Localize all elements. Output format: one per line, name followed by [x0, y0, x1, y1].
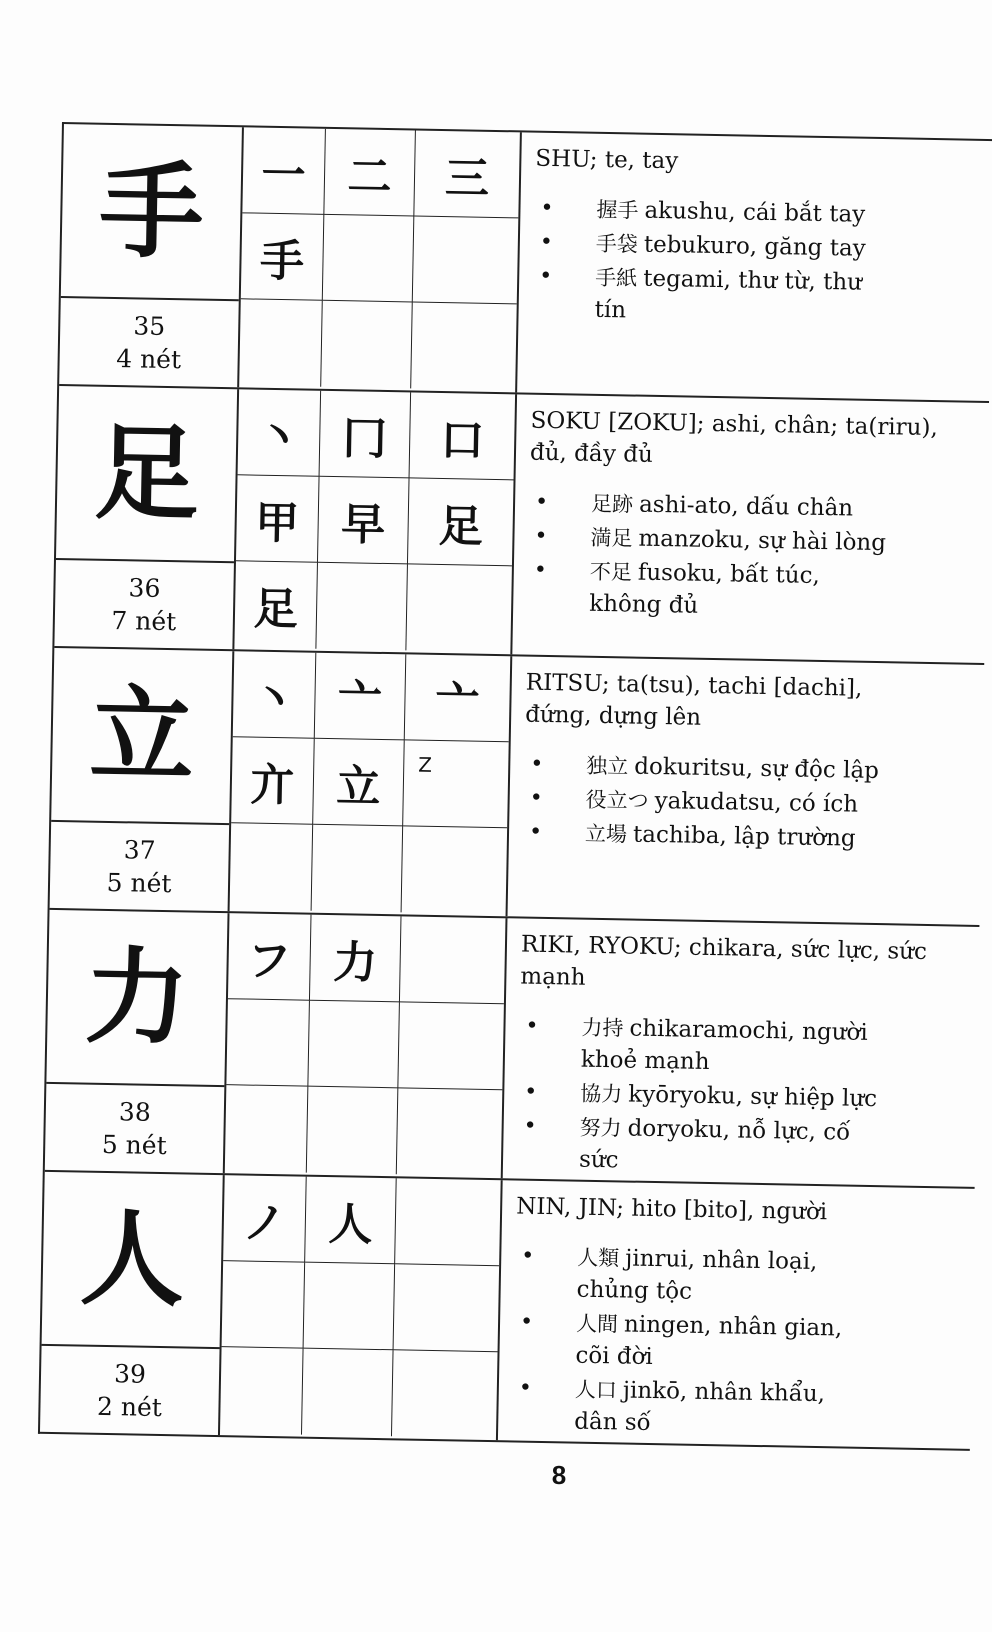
- example-list: [512, 1240, 964, 1444]
- stroke-cell: 丶: [238, 389, 322, 476]
- example-text: fusoku, bất túc, không đủ: [589, 559, 821, 619]
- example-text: kyōryoku, sự hiệp lực: [628, 1081, 878, 1113]
- kanji-character: 手: [61, 124, 242, 301]
- stroke-cell: 甲: [236, 475, 320, 562]
- kanji-stroke-count: 2 nét: [96, 1391, 163, 1423]
- stroke-cell: [222, 1261, 306, 1348]
- kanji-number-box: [59, 298, 239, 387]
- example-text: chikaramochi, người khoẻ mạnh: [580, 1015, 868, 1076]
- stroke-cell: 立: [313, 739, 405, 827]
- kanji-character: 立: [51, 648, 232, 825]
- example-kanji: 努力: [579, 1115, 622, 1141]
- example-text: ningen, nhân gian, cõi đời: [575, 1311, 843, 1371]
- stroke-cell: 早: [318, 477, 410, 565]
- example-item: [585, 818, 886, 855]
- kanji-stroke-count: 7 nét: [111, 605, 177, 637]
- example-item: [586, 750, 887, 787]
- kanji-number-box: [54, 560, 234, 649]
- example-item: [574, 1374, 875, 1443]
- example-kanji: 協力: [580, 1081, 623, 1107]
- example-item: [575, 1308, 876, 1377]
- kanji-character: 人: [42, 1172, 223, 1349]
- stroke-order-grid: [225, 913, 508, 1178]
- example-item: [591, 488, 892, 525]
- example-kanji: 役立つ: [585, 787, 649, 813]
- example-item: [580, 1078, 881, 1115]
- stroke-order-grid: [234, 389, 517, 654]
- example-list: [523, 749, 973, 857]
- stroke-order-grid: [230, 651, 513, 916]
- kanji-left-column: [54, 386, 239, 649]
- stroke-cell: 冂: [320, 391, 412, 479]
- stroke-cell: [413, 216, 519, 304]
- stroke-cell: フ: [228, 913, 312, 1000]
- stroke-cell: [321, 301, 413, 389]
- stroke-cell: [220, 1347, 304, 1434]
- kanji-number: 38: [118, 1097, 152, 1127]
- stroke-cell-note: Z: [403, 740, 509, 828]
- kanji-number-box: [50, 822, 230, 911]
- example-item: [589, 556, 890, 625]
- kanji-number-box: [45, 1084, 225, 1173]
- example-kanji: 人類: [577, 1245, 620, 1271]
- example-kanji: 足跡: [590, 491, 634, 517]
- kanji-left-column: [59, 124, 244, 387]
- example-kanji: 立場: [584, 821, 628, 847]
- stroke-cell: [392, 1350, 498, 1438]
- example-text: jinrui, nhân loại, chủng tộc: [576, 1245, 818, 1305]
- stroke-cell: 力: [310, 915, 402, 1003]
- example-item: [594, 262, 895, 331]
- stroke-cell: 足: [408, 478, 514, 566]
- stroke-cell: [302, 1349, 394, 1437]
- stroke-cell: [316, 563, 408, 651]
- example-text: doryoku, nỗ lực, cố sức: [578, 1115, 851, 1174]
- kanji-stroke-count: 5 nét: [106, 867, 172, 899]
- stroke-order-grid: [239, 127, 522, 392]
- example-item: [596, 194, 897, 231]
- stroke-cell: [402, 826, 508, 914]
- kanji-entry: [54, 386, 989, 665]
- example-text: tachiba, lập trường: [632, 821, 856, 852]
- stroke-cell: [400, 916, 506, 1004]
- kanji-character: 足: [56, 386, 237, 563]
- example-list: [527, 487, 977, 627]
- example-list: [532, 193, 982, 333]
- stroke-cell: [230, 823, 314, 910]
- example-text: manzoku, sự hài lòng: [638, 525, 887, 557]
- stroke-cell: [308, 1001, 400, 1089]
- stroke-cell: [304, 1263, 396, 1351]
- kanji-reading: NIN, JIN; hito [bito], người: [515, 1193, 828, 1226]
- example-kanji: 手袋: [595, 231, 639, 257]
- example-item: [596, 228, 897, 265]
- kanji-stroke-count: 5 nét: [101, 1129, 167, 1161]
- stroke-cell: [397, 1088, 503, 1176]
- example-item: [581, 1012, 882, 1081]
- kanji-number: 35: [133, 311, 166, 341]
- example-kanji: 力持: [581, 1015, 624, 1041]
- stroke-cell: 足: [234, 561, 318, 648]
- stroke-cell: [411, 302, 517, 390]
- example-text: dokuritsu, sự độc lập: [634, 753, 880, 785]
- kanji-entry: [50, 648, 985, 927]
- stroke-cell: [395, 1178, 501, 1266]
- stroke-cell: 一: [242, 127, 326, 214]
- kanji-stroke-count: 4 nét: [116, 344, 182, 375]
- example-item: [585, 784, 886, 821]
- example-kanji: 不足: [589, 559, 633, 585]
- stroke-cell: [226, 999, 310, 1086]
- kanji-info: [498, 1180, 975, 1449]
- example-kanji: 人間: [575, 1311, 619, 1337]
- page-number: 8: [551, 1460, 567, 1490]
- kanji-left-column: [40, 1172, 225, 1435]
- kanji-info: [512, 394, 989, 663]
- stroke-cell: [398, 1002, 504, 1090]
- kanji-number: 39: [113, 1359, 147, 1389]
- kanji-left-column: [50, 648, 235, 911]
- stroke-order-grid: [220, 1175, 503, 1440]
- example-item: [590, 522, 891, 559]
- example-kanji: 手紙: [595, 265, 638, 291]
- kanji-entry: [45, 910, 980, 1189]
- stroke-cell: 二: [324, 129, 416, 217]
- example-text: ashi-ato, dấu chân: [638, 491, 854, 522]
- kanji-reading: SHU; te, tay: [535, 145, 679, 175]
- stroke-cell: [225, 1085, 309, 1172]
- example-text: yakudatsu, có ích: [654, 787, 859, 818]
- stroke-cell: 亠: [405, 654, 511, 742]
- kanji-entry: [59, 124, 992, 403]
- kanji-info: [517, 132, 992, 401]
- kanji-number-box: [40, 1346, 220, 1435]
- example-kanji: 人口: [574, 1377, 618, 1403]
- example-text: tebukuro, găng tay: [643, 231, 866, 262]
- kanji-number: 37: [123, 835, 156, 865]
- stroke-cell: 口: [410, 392, 516, 480]
- kanji-left-column: [45, 910, 230, 1173]
- kanji-reading: SOKU [ZOKU]; ashi, chân; ta(riru), đủ, đầy đủ: [529, 407, 938, 468]
- stroke-cell: 三: [414, 130, 520, 218]
- stroke-cell: [312, 825, 404, 913]
- stroke-cell: [323, 215, 415, 303]
- stroke-cell: 亠: [315, 653, 407, 741]
- example-kanji: 満足: [590, 525, 633, 551]
- kanji-reading: RITSU; ta(tsu), tachi [dachi], đứng, dựng lên: [524, 669, 863, 731]
- example-kanji: 握手: [596, 197, 639, 223]
- example-item: [579, 1112, 880, 1181]
- stroke-cell: 手: [241, 213, 325, 300]
- example-list: [517, 1011, 968, 1183]
- example-item: [576, 1242, 877, 1311]
- stroke-cell: 亣: [231, 737, 315, 824]
- kanji-info: [503, 918, 980, 1187]
- stroke-cell: [239, 299, 323, 386]
- example-text: jinkō, nhân khẩu, dân số: [574, 1377, 826, 1437]
- kanji-reading: RIKI, RYOKU; chikara, sức lực, sức mạnh: [520, 931, 928, 991]
- stroke-cell: 丶: [233, 651, 317, 738]
- stroke-cell: 人: [305, 1177, 397, 1265]
- stroke-cell: [394, 1264, 500, 1352]
- stroke-cell: [307, 1087, 399, 1175]
- example-kanji: 独立: [586, 753, 629, 779]
- kanji-number: 36: [128, 573, 161, 603]
- kanji-entry: [40, 1172, 975, 1449]
- kanji-character: 力: [46, 910, 227, 1087]
- stroke-cell: [406, 564, 512, 652]
- example-text: akushu, cái bắt tay: [644, 197, 866, 228]
- kanji-table: [38, 122, 992, 1451]
- example-text: tegami, thư từ, thư tín: [594, 265, 863, 324]
- stroke-cell: ノ: [223, 1175, 307, 1262]
- kanji-info: [508, 656, 985, 925]
